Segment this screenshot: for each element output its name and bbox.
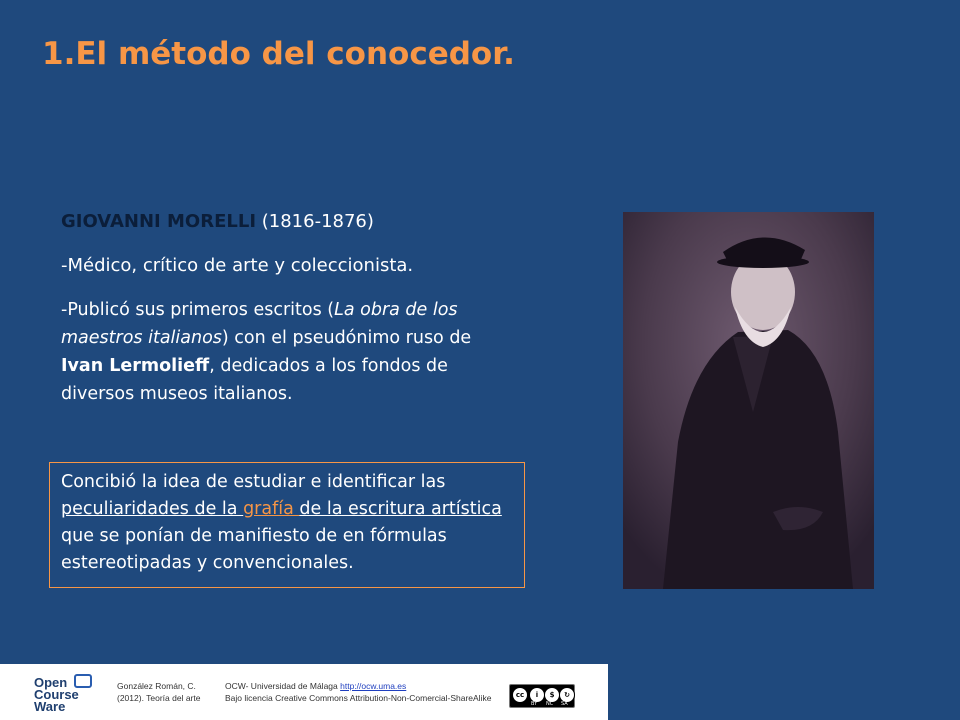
author-credit xyxy=(117,680,200,704)
box-text: que se ponían de manifiesto de en fórmulas estereotipadas y convencionales. xyxy=(61,526,447,573)
license-institution: OCW- Universidad de Málaga xyxy=(225,681,341,691)
footer-bar xyxy=(0,664,608,720)
subject-dates: (1816-1876) xyxy=(256,211,374,232)
license-text xyxy=(225,680,491,704)
cc-label: SA xyxy=(561,701,568,707)
cc-icon: cc xyxy=(512,687,528,703)
portrait-photo xyxy=(623,212,874,589)
ocw-emblem-icon xyxy=(74,674,92,688)
bullet-text: -Publicó sus primeros escritos ( xyxy=(61,300,335,320)
logo-text: Ware xyxy=(34,699,66,714)
nc-icon: $ xyxy=(544,687,560,703)
author-work: (2012). Teoría del arte xyxy=(117,693,201,703)
bullet-text: , dedicados a los fondos de diversos museos italianos. xyxy=(61,356,448,404)
box-text: Concibió la idea de estudiar e identificar las xyxy=(61,472,446,492)
bullet-profession: -Médico, crítico de arte y coleccionista. xyxy=(61,255,414,276)
creative-commons-badge[interactable] xyxy=(509,684,575,708)
box-underlined-text: peculiaridades de la xyxy=(61,499,244,519)
book-title: La obra de los maestros italianos xyxy=(61,300,458,348)
sa-icon: ↻ xyxy=(559,687,575,703)
box-underlined-text: de la escritura artística xyxy=(299,499,502,519)
by-icon: i xyxy=(529,687,545,703)
bullet-text: ) con el pseudónimo ruso de xyxy=(221,328,472,348)
grafia-link[interactable]: grafía xyxy=(243,499,300,519)
author-name: González Román, C. xyxy=(117,681,196,691)
opencourseware-logo xyxy=(30,670,102,714)
pseudonym: Ivan Lermolieff xyxy=(61,356,210,376)
cc-label: BY xyxy=(531,701,538,707)
logo-text: Open xyxy=(34,675,68,690)
cc-label: NC xyxy=(546,701,554,707)
highlight-box xyxy=(49,462,525,588)
logo-text: Course xyxy=(34,687,79,702)
subject-heading xyxy=(61,211,374,232)
license-terms: Bajo licencia Creative Commons Attribution-Non-Comercial-ShareAlike xyxy=(225,693,492,703)
subject-name: GIOVANNI MORELLI xyxy=(61,211,257,232)
bullet-publications xyxy=(61,296,481,408)
slide-title: 1.El método del conocedor. xyxy=(42,36,515,72)
license-url-link[interactable]: http://ocw.uma.es xyxy=(340,681,407,691)
